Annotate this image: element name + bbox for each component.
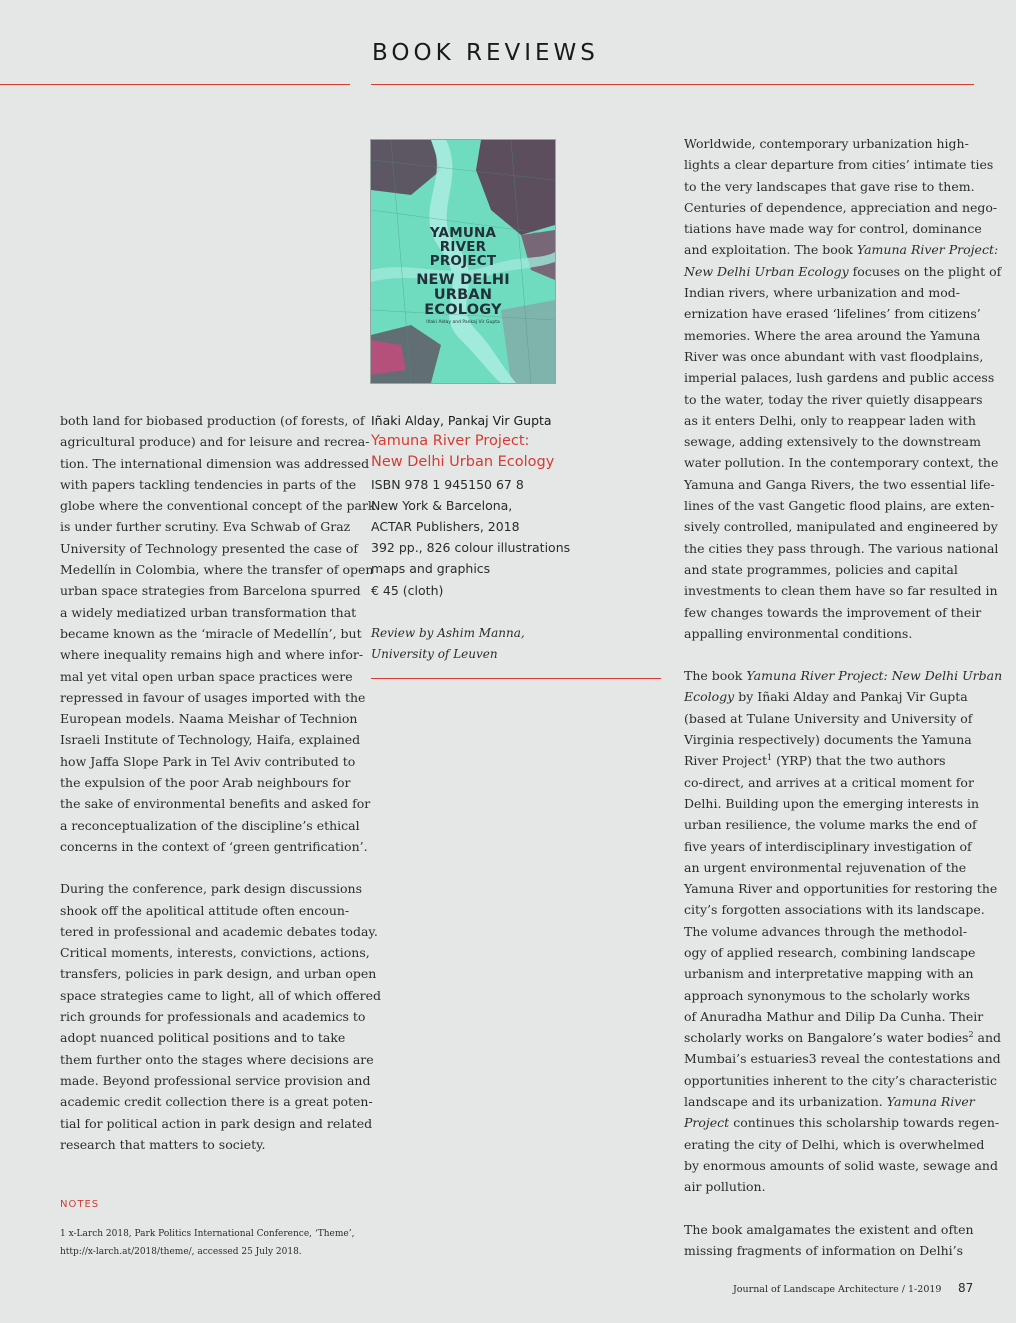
text-line: co-direct, and arrives at a critical moment for (684, 774, 974, 790)
text-line: Centuries of dependence, appreciation and nego- (684, 199, 998, 215)
right-paragraph-3 (684, 1219, 984, 1262)
text-line: University of Technology presented the case of (60, 540, 359, 556)
text-line: made. Beyond professional service provision and (60, 1072, 371, 1088)
left-column-text (60, 410, 382, 1155)
notes-list (60, 1225, 360, 1261)
text-line: Indian rivers, where urbanization and mod- (684, 285, 960, 301)
text-line: a reconceptualization of the discipline’s ethical (60, 817, 360, 833)
text-line: and state programmes, policies and capital (684, 561, 958, 577)
text-line: space strategies came to light, all of which offered (60, 987, 382, 1003)
text-line: city’s forgotten associations with its landscape. (684, 902, 985, 918)
text-line: the sake of environmental benefits and asked for (60, 796, 371, 812)
text-line: sively controlled, manipulated and engineered by (684, 519, 998, 535)
text-line: few changes towards the improvement of their (684, 604, 982, 620)
text-line: Delhi. Building upon the emerging interests in (684, 795, 980, 811)
reviewer-credit (371, 623, 661, 665)
journal-footer: Journal of Landscape Architecture / 1-2019 (733, 1284, 942, 1295)
text-line: Critical moments, interests, convictions, actions, (60, 945, 370, 961)
text-line: landscape and its urbanization. Yamuna River (684, 1094, 975, 1110)
book-extras: maps and graphics (371, 561, 491, 577)
text-line: became known as the ‘miracle of Medellín’, but (60, 625, 362, 641)
text-line: Israeli Institute of Technology, Haifa, explained (60, 732, 361, 748)
text-line: sewage, adding extensively to the downstream (684, 434, 981, 450)
text-line: tion. The international dimension was addressed (60, 455, 370, 471)
text-line: agricultural produce) and for leisure and recrea- (60, 434, 370, 450)
text-line: The book amalgamates the existent and often (684, 1221, 974, 1237)
text-line: to the water, today the river quietly disappears (684, 391, 983, 407)
header-rule-right (371, 84, 974, 85)
text-line: opportunities inherent to the city’s characteristic (684, 1072, 998, 1088)
reviewer-name: Review by Ashim Manna, (371, 626, 525, 640)
left-paragraph-1 (60, 410, 376, 857)
text-line: tered in professional and academic debates today. (60, 923, 378, 939)
text-line: appalling environmental conditions. (684, 625, 913, 641)
text-line: tiations have made way for control, dominance (684, 221, 982, 237)
book-title-line1: Yamuna River Project: (371, 433, 530, 450)
text-line: imperial palaces, lush gardens and public access (684, 370, 995, 386)
text-line: missing fragments of information on Delhi’s (684, 1242, 964, 1258)
text-line: the expulsion of the poor Arab neighbours for (60, 775, 351, 791)
cover-subtitle-line: URBAN (433, 287, 493, 303)
text-line: by enormous amounts of solid waste, sewage and (684, 1157, 998, 1173)
text-line: Yamuna River and opportunities for restoring the (684, 881, 998, 897)
text-line: where inequality remains high and where infor- (60, 647, 364, 663)
text-line: adopt nuanced political positions and to take (60, 1030, 346, 1046)
text-line: tial for political action in park design and related (60, 1115, 373, 1131)
text-line: shook off the apolitical attitude often encoun- (60, 902, 350, 918)
note-item: http://x-larch.at/2018/theme/, accessed 25 July 2018. (60, 1247, 302, 1257)
text-line: ogy of applied research, combining landscape (684, 944, 976, 960)
biblio-rule (371, 678, 661, 679)
book-price: € 45 (cloth) (371, 582, 444, 598)
text-line: urbanism and interpretative mapping with an (684, 966, 974, 982)
text-line: globe where the conventional concept of the park (60, 498, 376, 514)
book-pages: 392 pp., 826 colour illustrations (371, 540, 571, 556)
text-line: rich grounds for professionals and academics to (60, 1009, 366, 1025)
header-rule-left (0, 84, 350, 85)
text-line: as it enters Delhi, only to reappear laden with (684, 412, 976, 428)
section-title: BOOK REVIEWS (372, 40, 599, 66)
book-cover-image (371, 140, 555, 383)
text-line: both land for biobased production (of forests, of (60, 413, 365, 428)
text-line: academic credit collection there is a great poten- (60, 1094, 373, 1110)
text-line: of Anuradha Mathur and Dilip Da Cunha. Their (684, 1008, 984, 1024)
right-column-text (684, 133, 1003, 1261)
text-line: transfers, policies in park design, and urban open (60, 966, 377, 982)
text-line: a widely mediatized urban transformation that (60, 604, 357, 620)
text-line: an urgent environmental rejuvenation of the (684, 859, 967, 875)
book-bibliographic-info (371, 410, 661, 601)
book-title-line2: New Delhi Urban Ecology (371, 454, 555, 471)
cover-authors: Iñaki Alday and Pankaj Vir Gupta (426, 320, 500, 325)
note-item: 1 x-Larch 2018, Park Politics International Conference, ‘Theme’, (60, 1229, 355, 1239)
text-line: The volume advances through the methodol- (684, 923, 968, 939)
cover-subtitle-line: ECOLOGY (424, 302, 502, 318)
text-line: air pollution. (684, 1179, 766, 1195)
text-line: lines of the vast Gangetic flood plains, are exten- (684, 498, 995, 514)
cover-title-line: RIVER (439, 239, 487, 255)
text-line: lights a clear departure from cities’ intimate ties (684, 157, 994, 173)
book-publisher: ACTAR Publishers, 2018 (371, 519, 520, 535)
text-line: During the conference, park design discussions (60, 881, 362, 897)
cover-title-line: YAMUNA (429, 225, 497, 241)
text-line: Project continues this scholarship towards regen- (684, 1115, 1000, 1131)
text-line: and exploitation. The book Yamuna River Project: (684, 242, 999, 258)
text-line: (based at Tulane University and University of (684, 710, 973, 726)
text-line: Ecology by Iñaki Alday and Pankaj Vir Gupta (684, 689, 968, 705)
reviewer-affiliation: University of Leuven (371, 647, 498, 661)
text-line: River was once abundant with vast floodplains, (684, 348, 984, 364)
text-line: Virginia respectively) documents the Yamuna (684, 732, 972, 748)
text-line: to the very landscapes that gave rise to them. (684, 178, 975, 194)
text-line: them further onto the stages where decisions are (60, 1051, 374, 1067)
text-line: repressed in favour of usages imported with the (60, 689, 366, 705)
book-isbn: ISBN 978 1 945150 67 8 (371, 476, 524, 492)
text-line: research that matters to society. (60, 1136, 266, 1152)
text-line: European models. Naama Meishar of Technion (60, 711, 358, 727)
text-line: The book Yamuna River Project: New Delhi Urban (684, 668, 1003, 684)
text-line: memories. Where the area around the Yamuna (684, 327, 981, 343)
left-paragraph-2 (60, 878, 382, 1155)
book-authors: Iñaki Alday, Pankaj Vir Gupta (371, 413, 552, 428)
text-line: scholarly works on Bangalore’s water bodies$^2$ and (684, 1030, 1002, 1046)
text-line: with papers tackling tendencies in parts of the (60, 476, 357, 492)
cover-title-line: PROJECT (429, 253, 497, 269)
text-line: is under further scrutiny. Eva Schwab of Graz (60, 519, 351, 535)
page-number: 87 (958, 1281, 974, 1295)
text-line: New Delhi Urban Ecology focuses on the plight of (684, 263, 1002, 279)
text-line: approach synonymous to the scholarly works (684, 987, 971, 1003)
text-line: urban space strategies from Barcelona spurred (60, 583, 361, 599)
right-paragraph-2 (684, 665, 1003, 1197)
text-line: erating the city of Delhi, which is overwhelmed (684, 1136, 985, 1152)
book-place: New York & Barcelona, (371, 497, 513, 513)
text-line: water pollution. In the contemporary context, the (684, 455, 999, 471)
text-line: River Project$^1$ (YRP) that the two authors (684, 753, 946, 769)
text-line: Mumbai’s estuaries3 reveal the contestations and (684, 1051, 1001, 1067)
cover-subtitle-line: NEW DELHI (416, 272, 510, 288)
text-line: how Jaffa Slope Park in Tel Aviv contributed to (60, 753, 356, 769)
text-line: the cities they pass through. The various national (684, 540, 999, 556)
text-line: concerns in the context of ‘green gentrification’. (60, 838, 368, 854)
text-line: urban resilience, the volume marks the end of (684, 817, 977, 833)
text-line: Yamuna and Ganga Rivers, the two essential life- (684, 476, 995, 492)
text-line: investments to clean them have so far resulted in (684, 583, 998, 599)
text-line: Worldwide, contemporary urbanization high- (684, 136, 969, 151)
notes-heading: NOTES (60, 1199, 100, 1210)
text-line: ernization have erased ‘lifelines’ from citizens’ (684, 306, 981, 322)
text-line: five years of interdisciplinary investigation of (684, 838, 972, 854)
text-line: mal yet vital open urban space practices were (60, 668, 353, 684)
right-paragraph-1 (684, 133, 1002, 644)
text-line: Medellín in Colombia, where the transfer of open (60, 562, 374, 578)
